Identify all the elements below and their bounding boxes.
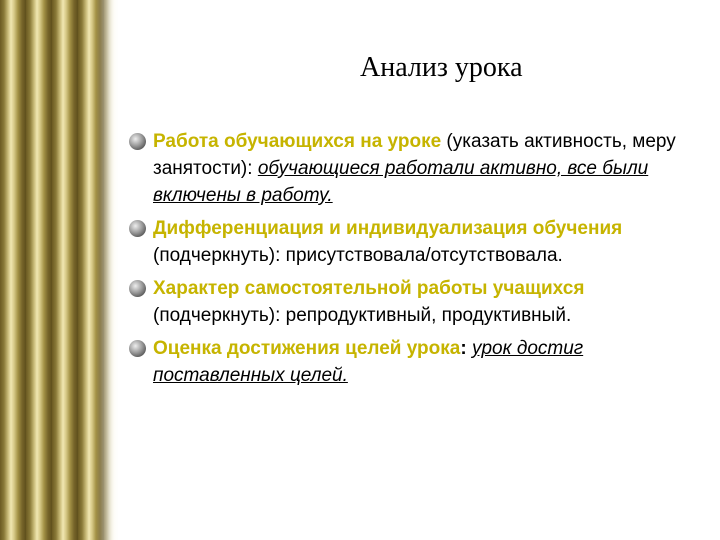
- bullet-emphasis: урок достиг поставленных целей.: [153, 338, 584, 386]
- bullet-highlight: Работа обучающихся на уроке: [153, 131, 442, 152]
- curtain-fade: [96, 0, 126, 540]
- bullet-highlight: Характер самостоятельной работы учащихся: [153, 278, 585, 299]
- bullet-list: [128, 128, 708, 395]
- bullet-text: (подчеркнуть): присутствовала/отсутствовала.: [153, 245, 563, 266]
- bullet-icon: [129, 340, 146, 357]
- bullet-text: (подчеркнуть): репродуктивный, продуктивный.: [153, 305, 572, 326]
- bullet-item-differentiation: [128, 215, 708, 269]
- bullet-item-goals: [128, 335, 708, 389]
- bullet-text: (указать активность, меру занятости):: [153, 131, 676, 179]
- slide-title: Анализ урока: [360, 52, 523, 83]
- bullet-icon: [129, 280, 146, 297]
- bullet-item-student-work: [128, 128, 708, 209]
- bullet-item-independent-work: [128, 275, 708, 329]
- bullet-highlight: Оценка достижения целей урока: [153, 338, 461, 359]
- bullet-icon: [129, 133, 146, 150]
- bullet-emphasis: обучающиеся работали активно, все были включены в работу.: [153, 158, 649, 206]
- bullet-highlight: Дифференциация и индивидуализация обучения: [153, 218, 623, 239]
- bullet-icon: [129, 220, 146, 237]
- bullet-colon: :: [460, 338, 467, 359]
